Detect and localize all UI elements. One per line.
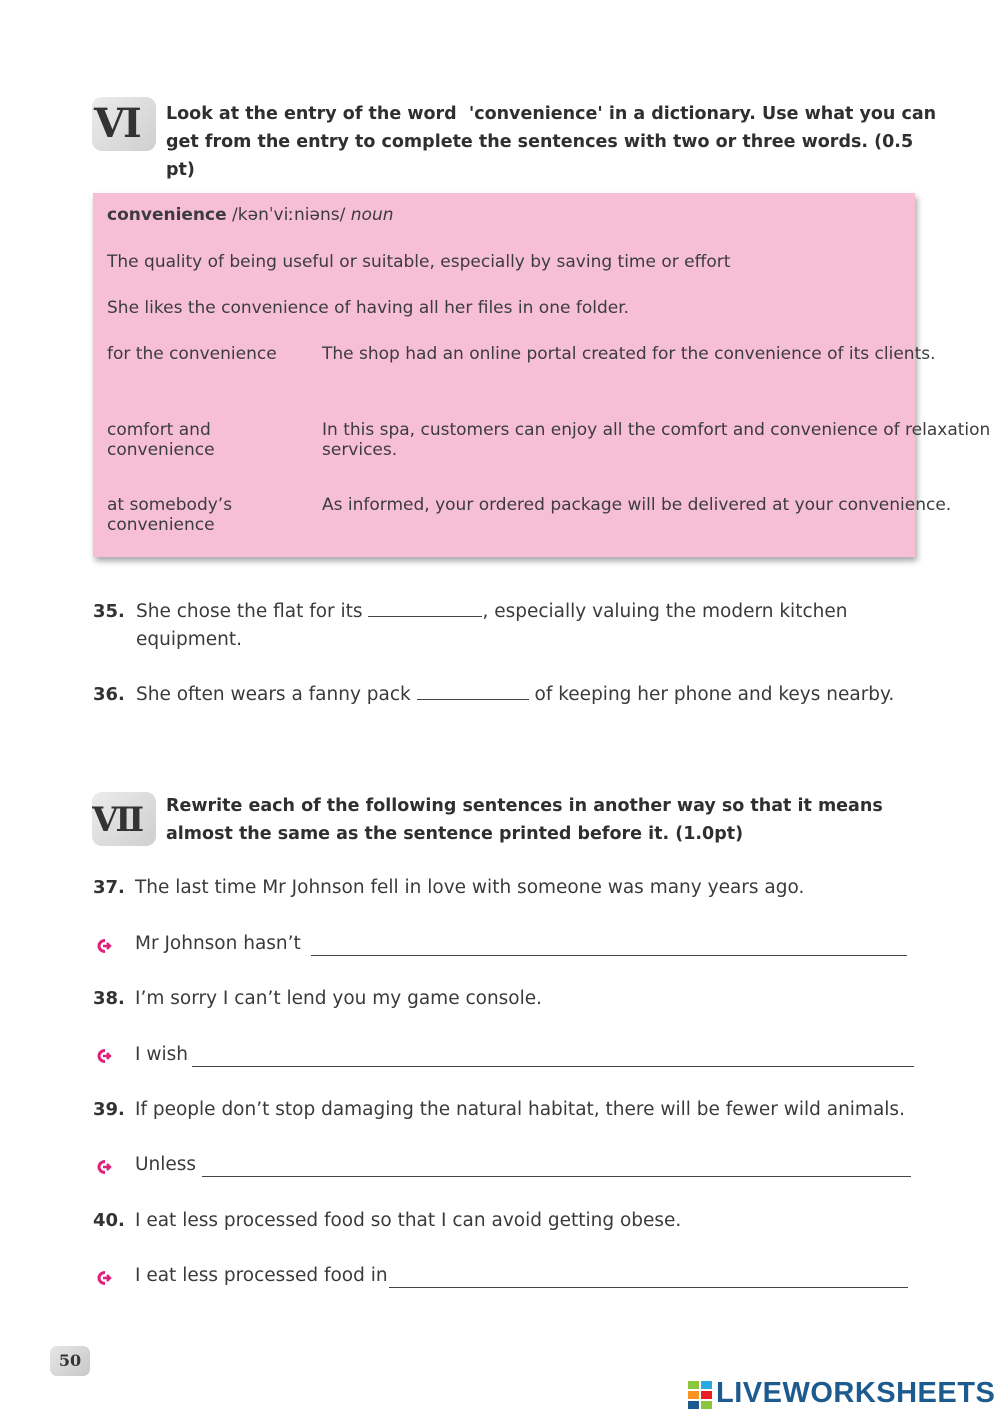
- answer-line-37[interactable]: [311, 955, 907, 956]
- question-number: 39.: [93, 1099, 125, 1120]
- dictionary-part-of-speech: noun: [350, 205, 394, 225]
- page-number: 50: [50, 1346, 90, 1376]
- section-vii-instruction-line-2: almost the same as the sentence printed before it. (1.0pt): [166, 824, 744, 844]
- answer-line-38[interactable]: [192, 1066, 914, 1067]
- section-vii-instruction-line-1: Rewrite each of the following sentences in another way so that it means: [166, 796, 883, 816]
- liveworksheets-logo-icon: [688, 1381, 714, 1415]
- section-vi-instruction-line-1: Look at the entry of the word 'convenience' in a dictionary. Use what you can: [166, 104, 937, 124]
- answer-blank-36[interactable]: [417, 681, 529, 700]
- section-vi-numeral: VI: [94, 100, 140, 147]
- question-35-text-before: She chose the flat for its: [136, 601, 369, 622]
- section-vii-instruction: [166, 792, 926, 848]
- section-vii-numeral: VII: [92, 800, 142, 840]
- question-35-text-line2: equipment.: [136, 629, 242, 650]
- question-36-text-after: of keeping her phone and keys nearby.: [528, 684, 895, 705]
- question-35: [136, 598, 896, 654]
- collocation-term: for the convenience: [107, 344, 277, 364]
- dictionary-pronunciation: /kənˈviːniəns/: [226, 205, 351, 225]
- question-number: 35.: [93, 601, 125, 622]
- dictionary-definition: The quality of being useful or suitable, especially by saving time or effort: [107, 252, 731, 272]
- arrow-icon: [94, 1269, 112, 1287]
- rewrite-sentence: I’m sorry I can’t lend you my game console.: [135, 988, 543, 1009]
- collocation-term: comfort and convenience: [107, 420, 215, 460]
- section-vi-instruction: [166, 100, 937, 184]
- arrow-icon: [94, 937, 112, 955]
- question-number: 37.: [93, 877, 125, 898]
- collocation-example: As informed, your ordered package will be delivered at your convenience.: [322, 495, 952, 515]
- rewrite-sentence: The last time Mr Johnson fell in love with someone was many years ago.: [135, 877, 805, 898]
- rewrite-sentence: If people don’t stop damaging the natural habitat, there will be fewer wild animals.: [135, 1099, 905, 1120]
- answer-line-40[interactable]: [389, 1287, 908, 1288]
- rewrite-prompt: Unless: [135, 1154, 197, 1175]
- question-number: 38.: [93, 988, 125, 1009]
- rewrite-sentence: I eat less processed food so that I can avoid getting obese.: [135, 1210, 682, 1231]
- answer-line-39[interactable]: [202, 1176, 911, 1177]
- section-vii-badge: [92, 792, 156, 846]
- dictionary-headword-line: [107, 205, 394, 225]
- collocation-example: In this spa, customers can enjoy all the comfort and convenience of relaxation services.: [322, 420, 991, 460]
- arrow-icon: [94, 1047, 112, 1065]
- brand-name: LIVEWORKSHEETS: [716, 1377, 996, 1409]
- collocation-term: at somebody’s convenience: [107, 495, 233, 535]
- question-36-text-before: She often wears a fanny pack: [136, 684, 417, 705]
- rewrite-prompt: I wish: [135, 1044, 188, 1065]
- answer-blank-35[interactable]: [368, 598, 482, 617]
- question-number: 40.: [93, 1210, 125, 1231]
- question-36: [136, 681, 926, 709]
- section-vi-instruction-line-2: get from the entry to complete the sentences with two or three words. (0.5 pt): [166, 132, 914, 180]
- section-vi-badge: [92, 97, 156, 151]
- rewrite-prompt: I eat less processed food in: [135, 1265, 388, 1286]
- question-number: 36.: [93, 684, 125, 705]
- rewrite-prompt: Mr Johnson hasn’t: [135, 933, 301, 954]
- dictionary-headword: convenience: [107, 205, 227, 225]
- question-35-text-after: , especially valuing the modern kitchen: [482, 601, 848, 622]
- arrow-icon: [94, 1158, 112, 1176]
- dictionary-example: She likes the convenience of having all her files in one folder.: [107, 298, 630, 318]
- collocation-example: The shop had an online portal created for the convenience of its clients.: [322, 344, 936, 364]
